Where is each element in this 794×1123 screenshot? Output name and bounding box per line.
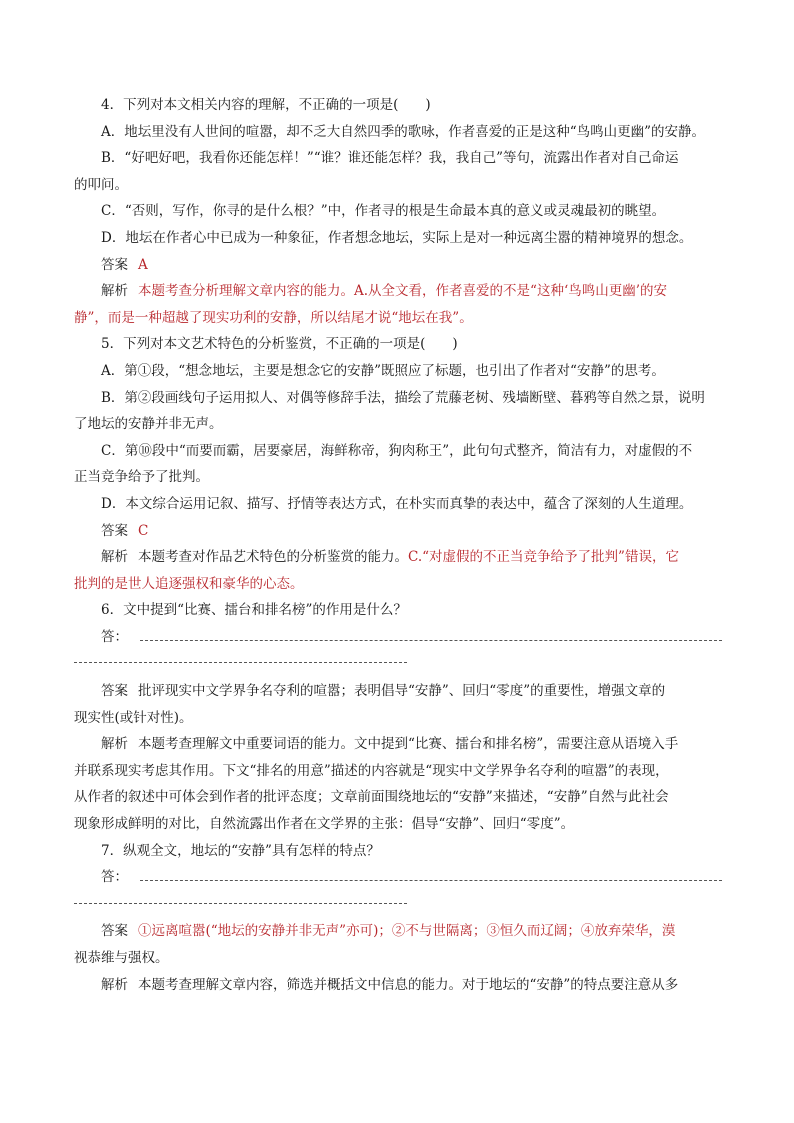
answer-blank-line[interactable] [140,868,722,881]
document-page [74,92,722,998]
q6-analysis-cont-3: 现象形成鲜明的对比，自然流露出作者在文学界的主张：倡导“安静”、回归“零度”。 [74,816,575,833]
q6-answer-text: 批评现实中文学界争名夺利的喧嚣；表明倡导“安静”、回归“零度”的重要性，增强文章的 [138,683,666,700]
q4-option-c: C．“否则，写作，你寻的是什么根？”中，作者寻的根是生命最本真的意义或灵魂最初的眺望。 [101,203,666,220]
q6-analysis [74,731,722,758]
q5-analysis-cont: 批判的是世人追逐强权和豪华的心态。 [74,575,304,592]
analysis-label: 解析 [101,283,128,300]
q5-stem: 5．下列对本文艺术特色的分析鉴赏，不正确的一项是( ) [101,336,458,353]
q6-analysis-text: 本题考查理解文中重要词语的能力。文中提到“比赛、擂台和排名榜”，需要注意从语境入手 [138,736,679,753]
q7-stem: 7．纵观全文，地坛的“安静”具有怎样的特点？ [101,842,380,859]
q6-answer-line[interactable] [74,624,722,651]
q6-answer-cont: 现实性(或针对性)。 [74,709,193,726]
answer-blank-line-2[interactable] [74,891,407,904]
answer-blank-line-2[interactable] [74,650,407,663]
q5-analysis-highlight: C.“对虚假的不正当竞争给予了批判”错误，它 [408,549,679,566]
q4-option-d: D．地坛在作者心中已成为一种象征，作者想念地坛，实际上是对一种远离尘嚣的精神境界的想念。 [101,229,693,246]
q7-answer-line[interactable] [74,864,722,891]
q5-option-a: A．第①段，“想念地坛，主要是想念它的安静”既照应了标题，也引出了作者对“安静”的思考。 [101,362,665,379]
q5-option-c: C．第⑩段中“而要而霸，居要豪居，海鲜称帝，狗肉称王”，此句句式整齐，简洁有力，对虚假的不 [101,442,693,459]
answer-prompt: 答： [101,869,128,886]
q7-analysis-text: 本题考查理解文章内容，筛选并概括文中信息的能力。对于地坛的“安静”的特点要注意从多 [138,976,679,993]
answer-label: 答案 [101,683,128,700]
q5-analysis [74,544,722,571]
q4-answer-value: A [138,256,148,273]
q7-answer [74,918,722,945]
q4-analysis-text: 本题考查分析理解文章内容的能力。A.从全文看，作者喜爱的不是“这种‘鸟鸣山更幽’的安 [138,283,668,300]
q4-analysis [74,278,722,305]
analysis-label: 解析 [101,976,128,993]
answer-prompt: 答： [101,628,128,645]
q4-option-a: A．地坛里没有人世间的喧嚣，却不乏大自然四季的歌咏，作者喜爱的正是这种“鸟鸣山更幽”的安静。 [101,123,706,140]
q6-analysis-cont-1: 并联系现实考虑其作用。下文“排名的用意”描述的内容就是“现实中文学界争名夺利的喧嚣”的表现， [74,762,669,779]
q4-option-b: B．“好吧好吧，我看你还能怎样！”“谁？谁还能怎样？我，我自己”等句，流露出作者对自己命运 [101,150,679,167]
q4-stem: 4．下列对本文相关内容的理解，不正确的一项是( ) [101,97,431,113]
answer-blank-line[interactable] [140,628,722,641]
analysis-label: 解析 [101,736,128,753]
answer-label: 答案 [101,522,128,539]
q6-stem: 6．文中提到“比赛、擂台和排名榜”的作用是什么？ [101,602,407,619]
answer-label: 答案 [101,923,128,940]
q5-analysis-text: 本题考查对作品艺术特色的分析鉴赏的能力。 [138,549,408,566]
answer-label: 答案 [101,256,128,273]
q7-answer-text: ①远离喧嚣(“地坛的安静并非无声”亦可)；②不与世隔离；③恒久而辽阔；④放弃荣华，漠 [138,923,676,940]
q5-option-b-cont: 了地坛的安静并非无声。 [74,416,223,433]
q5-option-b: B．第②段画线句子运用拟人、对偶等修辞手法，描绘了荒藤老树、残墙断壁、暮鸦等自然之景，说明 [101,389,705,406]
q6-answer [74,678,722,705]
analysis-label: 解析 [101,549,128,566]
q7-analysis [74,972,722,999]
q5-answer [74,518,722,545]
q4-answer [74,252,722,279]
q4-option-b-cont: 的叩问。 [74,176,128,193]
q5-answer-value: C [138,522,149,539]
q7-answer-cont: 视恭维与强权。 [74,950,169,966]
q5-option-c-cont: 正当竞争给予了批判。 [74,469,209,486]
q5-option-d: D．本文综合运用记叙、描写、抒情等表达方式，在朴实而真挚的表达中，蕴含了深刻的人生道理。 [101,495,693,512]
q6-analysis-cont-2: 从作者的叙述中可体会到作者的批评态度；文章前面围绕地坛的“安静”来描述，“安静”自然与此社会 [74,789,669,806]
q4-analysis-cont: 静”，而是一种超越了现实功利的安静，所以结尾才说“地坛在我”。 [74,309,473,326]
